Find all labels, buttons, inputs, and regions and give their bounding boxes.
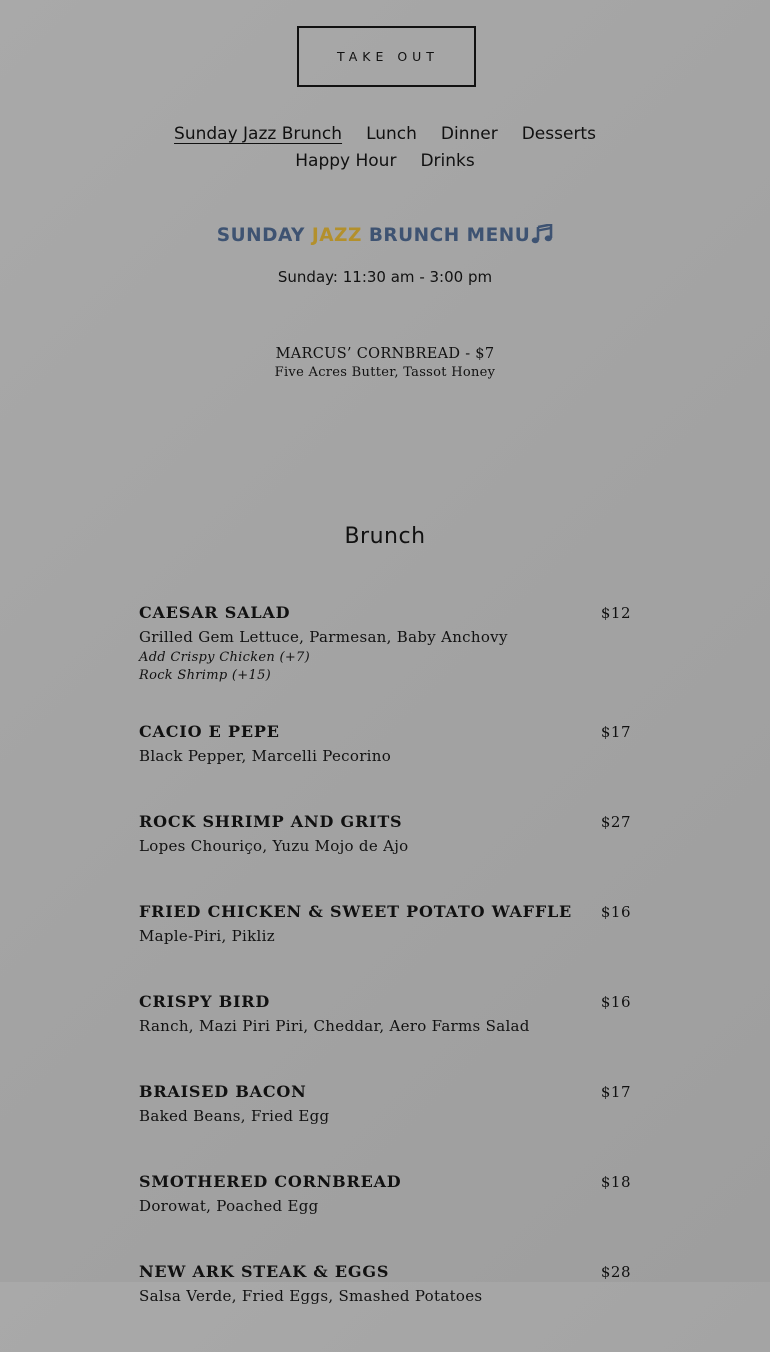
menu-item (139, 603, 631, 683)
brunch-hours: Sunday: 11:30 am - 3:00 pm (277, 268, 493, 286)
menu-item (139, 722, 631, 765)
menu-item-name: NEW ARK STEAK & EGGS (139, 1262, 390, 1281)
menu-item-desc: Black Pepper, Marcelli Pecorino (139, 747, 392, 765)
menu-item-name: ROCK SHRIMP AND GRITS (139, 812, 403, 831)
menu-item-price: $18 (600, 1173, 631, 1191)
menu-item-desc: Ranch, Mazi Piri Piri, Cheddar, Aero Farms Salad (139, 1017, 530, 1035)
menu-item-name: CAESAR SALAD (139, 603, 291, 622)
menu-title-part1: SUNDAY (216, 225, 312, 246)
menu-item-price: $17 (600, 723, 631, 741)
nav-desserts[interactable]: Desserts (521, 124, 596, 144)
take-out-button[interactable]: TAKE OUT (297, 26, 476, 87)
menu-item (139, 992, 631, 1035)
menu-item-price: $17 (600, 1083, 631, 1101)
menu-item-name: CRISPY BIRD (139, 992, 271, 1011)
menu-item-name: SMOTHERED CORNBREAD (139, 1172, 402, 1191)
menu-item-price: $27 (600, 813, 631, 831)
menu-item-desc: Dorowat, Poached Egg (139, 1197, 319, 1215)
menu-item (139, 812, 631, 855)
section-title: Brunch (344, 524, 426, 549)
menu-item (139, 902, 631, 945)
nav-lunch[interactable]: Lunch (366, 124, 417, 144)
nav-sunday-jazz-brunch[interactable]: Sunday Jazz Brunch (174, 124, 343, 144)
menu-item-price: $28 (600, 1263, 631, 1281)
nav-happy-hour[interactable]: Happy Hour (295, 151, 397, 171)
menu-item-name: BRAISED BACON (139, 1082, 307, 1101)
music-note-icon (531, 224, 553, 249)
nav-dinner[interactable]: Dinner (440, 124, 498, 144)
menu-item-addon: Rock Shrimp (+15) (139, 668, 272, 683)
menu-item-price: $12 (600, 604, 631, 622)
menu-item-desc: Grilled Gem Lettuce, Parmesan, Baby Anchovy (139, 628, 508, 646)
menu-item-price: $16 (600, 993, 631, 1011)
menu-items (139, 603, 631, 1352)
menu-item (139, 1262, 631, 1305)
menu-title-part2: BRUNCH MENU (361, 225, 531, 246)
menu-item-name: FRIED CHICKEN & SWEET POTATO WAFFLE (139, 902, 573, 921)
featured-item-name: MARCUS’ CORNBREAD - $7 (275, 346, 495, 362)
menu-item-desc: Lopes Chouriço, Yuzu Mojo de Ajo (139, 837, 409, 855)
menu-item-name: CACIO E PEPE (139, 722, 280, 741)
menu-title-jazz: JAZZ (311, 225, 362, 246)
menu-title (0, 224, 770, 249)
menu-item-desc: Baked Beans, Fried Egg (139, 1107, 330, 1125)
menu-item (139, 1172, 631, 1215)
menu-nav (0, 121, 770, 175)
menu-item-desc: Salsa Verde, Fried Eggs, Smashed Potatoes (139, 1287, 483, 1305)
menu-item-addon: Add Crispy Chicken (+7) (139, 650, 310, 665)
featured-item-desc: Five Acres Butter, Tassot Honey (274, 365, 496, 380)
nav-drinks[interactable]: Drinks (420, 151, 475, 171)
menu-item-price: $16 (600, 903, 631, 921)
featured-item (0, 346, 770, 380)
menu-item-desc: Maple-Piri, Pikliz (139, 927, 275, 945)
menu-item (139, 1082, 631, 1125)
